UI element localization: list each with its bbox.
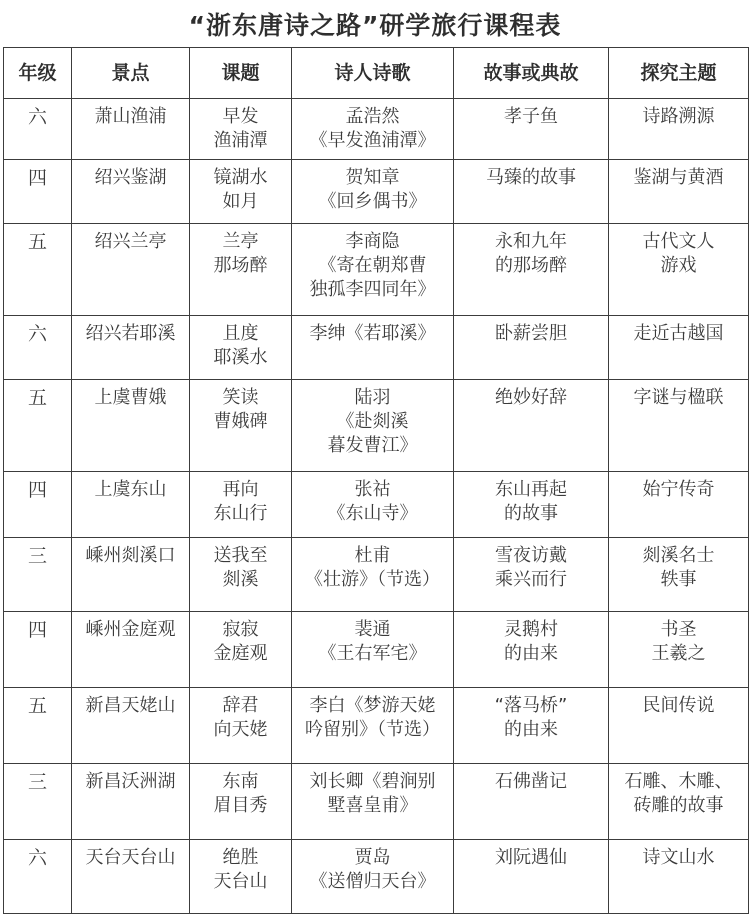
cell-line: 绝胜 bbox=[222, 847, 259, 868]
cell-line: 砖雕的故事 bbox=[633, 795, 724, 816]
table-row bbox=[4, 380, 749, 472]
cell-line: 剡溪名士 bbox=[642, 545, 715, 566]
theme-cell bbox=[609, 316, 749, 380]
course-schedule-table bbox=[3, 47, 749, 914]
cell-line: 笑读 bbox=[222, 387, 259, 408]
cell-line: 杜甫 bbox=[354, 545, 391, 566]
cell-line: 诗文山水 bbox=[642, 847, 715, 868]
cell-line: 《寄在朝郑曹 bbox=[318, 255, 427, 276]
cell-line: 贾岛 bbox=[354, 847, 391, 868]
cell-line: 李绅《若耶溪》 bbox=[309, 323, 436, 344]
topic-cell bbox=[190, 688, 292, 764]
cell-line: 鉴湖与黄酒 bbox=[633, 167, 724, 188]
cell-line: 金庭观 bbox=[213, 643, 268, 664]
cell-line: 《送僧归天台》 bbox=[309, 871, 436, 892]
grade-cell: 三 bbox=[4, 538, 72, 612]
theme-cell bbox=[609, 99, 749, 160]
theme-cell bbox=[609, 840, 749, 914]
grade-cell: 四 bbox=[4, 612, 72, 688]
cell-line: 送我至 bbox=[213, 545, 268, 566]
cell-line: 萧山渔浦 bbox=[94, 106, 167, 127]
cell-line: 寂寂 bbox=[222, 619, 259, 640]
table-row bbox=[4, 160, 749, 224]
cell-line: 诗路溯源 bbox=[642, 106, 715, 127]
column-header-poem: 诗人诗歌 bbox=[292, 48, 454, 99]
cell-line: 李商隐 bbox=[345, 231, 400, 252]
topic-cell bbox=[190, 380, 292, 472]
story-cell bbox=[454, 612, 609, 688]
cell-line: 裴通 bbox=[354, 619, 391, 640]
cell-line: 王羲之 bbox=[651, 643, 706, 664]
spot-cell bbox=[72, 224, 190, 316]
cell-line: 灵鹅村 bbox=[504, 619, 558, 640]
spot-cell bbox=[72, 316, 190, 380]
column-header-topic: 课题 bbox=[190, 48, 292, 99]
cell-line: 嵊州金庭观 bbox=[85, 619, 176, 640]
table-row bbox=[4, 840, 749, 914]
story-cell bbox=[454, 316, 609, 380]
poem-cell bbox=[292, 160, 454, 224]
cell-line: 耶溪水 bbox=[213, 347, 268, 368]
cell-line: 暮发曹江》 bbox=[327, 435, 418, 456]
story-cell bbox=[454, 224, 609, 316]
cell-line: 绍兴鉴湖 bbox=[94, 167, 167, 188]
story-cell bbox=[454, 840, 609, 914]
cell-line: 卧薪尝胆 bbox=[495, 323, 567, 344]
poem-cell bbox=[292, 380, 454, 472]
cell-line: 刘阮遇仙 bbox=[495, 847, 567, 868]
cell-line: 走近古越国 bbox=[633, 323, 724, 344]
story-cell bbox=[454, 764, 609, 840]
story-cell bbox=[454, 99, 609, 160]
cell-line: 眉目秀 bbox=[213, 795, 268, 816]
grade-cell: 六 bbox=[4, 99, 72, 160]
table-row bbox=[4, 764, 749, 840]
topic-cell bbox=[190, 612, 292, 688]
topic-cell bbox=[190, 764, 292, 840]
topic-cell bbox=[190, 160, 292, 224]
cell-line: 书圣 bbox=[660, 619, 697, 640]
topic-cell bbox=[190, 472, 292, 538]
cell-line: 兰亭 bbox=[222, 231, 259, 252]
spot-cell bbox=[72, 688, 190, 764]
cell-line: 的由来 bbox=[504, 643, 558, 664]
cell-line: 绍兴兰亭 bbox=[94, 231, 167, 252]
page-title: “浙东唐诗之路”研学旅行课程表 bbox=[188, 11, 562, 40]
cell-line: 嵊州剡溪口 bbox=[85, 545, 176, 566]
story-cell bbox=[454, 472, 609, 538]
cell-line: 字谜与楹联 bbox=[633, 387, 724, 408]
cell-line: 石雕、木雕、 bbox=[624, 771, 733, 792]
cell-line: 《壮游》（节选） bbox=[305, 569, 440, 590]
table-header-row bbox=[4, 48, 749, 99]
cell-line: “落马桥” bbox=[494, 695, 568, 716]
theme-cell bbox=[609, 688, 749, 764]
cell-line: 剡溪 bbox=[222, 569, 259, 590]
cell-line: 孝子鱼 bbox=[504, 106, 558, 127]
topic-cell bbox=[190, 840, 292, 914]
theme-cell bbox=[609, 764, 749, 840]
cell-line: 游戏 bbox=[660, 255, 697, 276]
grade-cell: 四 bbox=[4, 472, 72, 538]
cell-line: 如月 bbox=[222, 191, 259, 212]
theme-cell bbox=[609, 472, 749, 538]
spot-cell bbox=[72, 99, 190, 160]
cell-line: 的那场醉 bbox=[495, 255, 567, 276]
cell-line: 吟留别》（节选） bbox=[305, 719, 440, 740]
column-header-spot: 景点 bbox=[72, 48, 190, 99]
poem-cell bbox=[292, 764, 454, 840]
grade-cell: 五 bbox=[4, 380, 72, 472]
cell-line: 陆羽 bbox=[354, 387, 391, 408]
grade-cell: 五 bbox=[4, 688, 72, 764]
poem-cell bbox=[292, 538, 454, 612]
spot-cell bbox=[72, 380, 190, 472]
grade-cell: 四 bbox=[4, 160, 72, 224]
cell-line: 贺知章 bbox=[345, 167, 400, 188]
table-row bbox=[4, 99, 749, 160]
theme-cell bbox=[609, 380, 749, 472]
cell-line: 独孤李四同年》 bbox=[309, 279, 436, 300]
cell-line: 曹娥碑 bbox=[213, 411, 268, 432]
cell-line: 新昌沃洲湖 bbox=[85, 771, 176, 792]
cell-line: 民间传说 bbox=[642, 695, 715, 716]
cell-line: 乘兴而行 bbox=[495, 569, 567, 590]
topic-cell bbox=[190, 316, 292, 380]
cell-line: 上虞曹娥 bbox=[94, 387, 167, 408]
cell-line: 辞君 bbox=[222, 695, 259, 716]
cell-line: 轶事 bbox=[660, 569, 697, 590]
cell-line: 雪夜访戴 bbox=[495, 545, 567, 566]
cell-line: 石佛凿记 bbox=[495, 771, 567, 792]
cell-line: 古代文人 bbox=[642, 231, 715, 252]
cell-line: 的由来 bbox=[504, 719, 558, 740]
cell-line: 张祜 bbox=[354, 479, 391, 500]
spot-cell bbox=[72, 472, 190, 538]
cell-line: 再向 bbox=[222, 479, 259, 500]
cell-line: 孟浩然 bbox=[345, 106, 400, 127]
theme-cell bbox=[609, 224, 749, 316]
cell-line: 天台山 bbox=[213, 871, 268, 892]
poem-cell bbox=[292, 99, 454, 160]
table-row bbox=[4, 224, 749, 316]
table-row bbox=[4, 538, 749, 612]
cell-line: 《东山寺》 bbox=[327, 503, 418, 524]
spot-cell bbox=[72, 764, 190, 840]
spot-cell bbox=[72, 538, 190, 612]
cell-line: 上虞东山 bbox=[94, 479, 167, 500]
cell-line: 李白《梦游天姥 bbox=[309, 695, 436, 716]
cell-line: 刘长卿《碧涧别 bbox=[309, 771, 436, 792]
poem-cell bbox=[292, 840, 454, 914]
column-header-story: 故事或典故 bbox=[454, 48, 609, 99]
story-cell bbox=[454, 160, 609, 224]
story-cell bbox=[454, 688, 609, 764]
poem-cell bbox=[292, 688, 454, 764]
cell-line: 镜湖水 bbox=[213, 167, 268, 188]
cell-line: 《王右军宅》 bbox=[318, 643, 427, 664]
cell-line: 天台天台山 bbox=[85, 847, 176, 868]
topic-cell bbox=[190, 224, 292, 316]
table-row bbox=[4, 688, 749, 764]
cell-line: 东山行 bbox=[213, 503, 268, 524]
cell-line: 《早发渔浦潭》 bbox=[309, 130, 436, 151]
theme-cell bbox=[609, 538, 749, 612]
theme-cell bbox=[609, 160, 749, 224]
cell-line: 马臻的故事 bbox=[486, 167, 576, 188]
topic-cell bbox=[190, 538, 292, 612]
cell-line: 且度 bbox=[222, 323, 259, 344]
cell-line: 那场醉 bbox=[213, 255, 268, 276]
table-row bbox=[4, 612, 749, 688]
cell-line: 渔浦潭 bbox=[213, 130, 268, 151]
cell-line: 东南 bbox=[222, 771, 259, 792]
theme-cell bbox=[609, 612, 749, 688]
grade-cell: 三 bbox=[4, 764, 72, 840]
cell-line: 早发 bbox=[222, 106, 259, 127]
cell-line: 绍兴若耶溪 bbox=[85, 323, 176, 344]
poem-cell bbox=[292, 224, 454, 316]
cell-line: 墅喜皇甫》 bbox=[327, 795, 418, 816]
grade-cell: 五 bbox=[4, 224, 72, 316]
cell-line: 的故事 bbox=[504, 503, 558, 524]
cell-line: 东山再起 bbox=[495, 479, 567, 500]
table-row bbox=[4, 316, 749, 380]
grade-cell: 六 bbox=[4, 316, 72, 380]
table-row bbox=[4, 472, 749, 538]
poem-cell bbox=[292, 316, 454, 380]
cell-line: 新昌天姥山 bbox=[85, 695, 176, 716]
grade-cell: 六 bbox=[4, 840, 72, 914]
cell-line: 《回乡偶书》 bbox=[318, 191, 427, 212]
cell-line: 始宁传奇 bbox=[642, 479, 715, 500]
cell-line: 《赴剡溪 bbox=[336, 411, 409, 432]
topic-cell bbox=[190, 99, 292, 160]
cell-line: 绝妙好辞 bbox=[495, 387, 567, 408]
spot-cell bbox=[72, 840, 190, 914]
poem-cell bbox=[292, 472, 454, 538]
column-header-grade: 年级 bbox=[4, 48, 72, 99]
story-cell bbox=[454, 538, 609, 612]
story-cell bbox=[454, 380, 609, 472]
poem-cell bbox=[292, 612, 454, 688]
spot-cell bbox=[72, 612, 190, 688]
column-header-theme: 探究主题 bbox=[609, 48, 749, 99]
cell-line: 向天姥 bbox=[213, 719, 268, 740]
spot-cell bbox=[72, 160, 190, 224]
cell-line: 永和九年 bbox=[495, 231, 567, 252]
